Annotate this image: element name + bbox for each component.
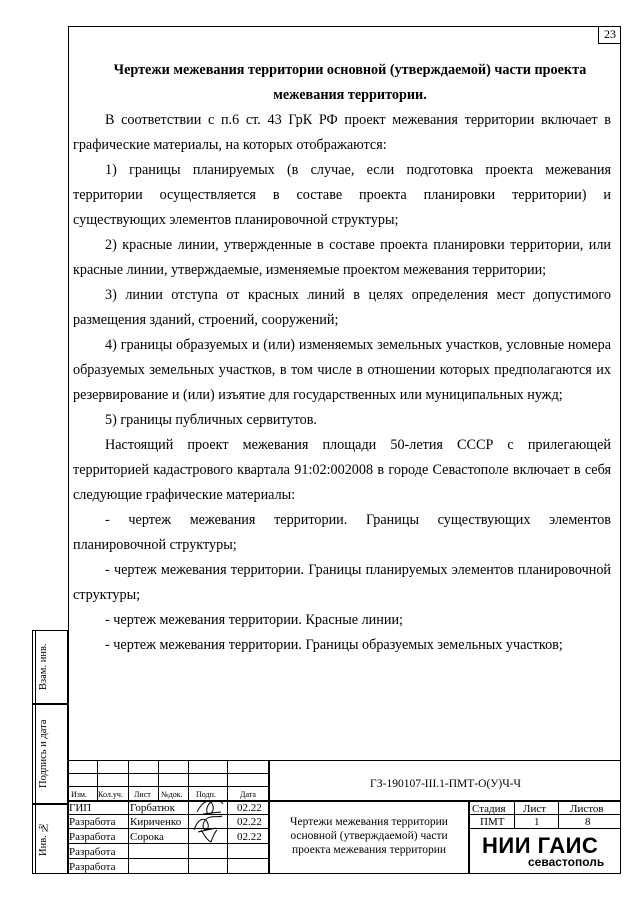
- stamp-vzam-label: Взам. инв.: [35, 631, 52, 703]
- list-item: - чертеж межевания территории. Красные линии;: [105, 612, 403, 628]
- row-role: Разработа: [69, 816, 116, 828]
- list-item: - чертеж межевания территории. Границы планируемых элементов планировочной структуры;: [73, 562, 611, 603]
- stamp-signature-cell: [32, 704, 68, 804]
- list-item: - чертеж межевания территории. Границы образуемых земельных участков;: [105, 637, 563, 653]
- row-name: Горбатюк: [130, 802, 175, 814]
- header-podp: Подп.: [196, 790, 216, 799]
- stamp-inv-cell: [32, 804, 68, 874]
- row-date: 02.22: [237, 816, 262, 828]
- list-item: - чертеж межевания территории. Границы существующих элементов планировочной структуры;: [73, 512, 611, 553]
- sheets-label: Листов: [570, 803, 604, 815]
- row-role: Разработа: [69, 831, 116, 843]
- sheets-value: 8: [585, 816, 591, 828]
- header-list: Лист: [134, 790, 151, 799]
- page-number: 23: [598, 26, 621, 44]
- row-name: Кириченко: [130, 816, 182, 828]
- title-line-1: Чертежи межевания территории основной (утверждаемой) части проекта: [113, 62, 587, 78]
- paragraph: 2) красные линии, утвержденные в составе проекта планировки территории, или красные линии, утверждаемые, изменяемые проектом межевания территории;: [73, 237, 611, 278]
- stamp-vzam-cell: [32, 630, 68, 704]
- document-code: ГЗ-190107-III.1-ПМТ-О(У)Ч-Ч: [369, 778, 522, 790]
- paragraph: 4) границы образуемых и (или) изменяемых земельных участков, условные номера образуемых земельных участков, в том числе в отношении которых предполагаются их резервирование и (или) изъятие для государственных или муниципальных нужд;: [73, 337, 611, 403]
- row-date: 02.22: [237, 802, 262, 814]
- side-stamp: [32, 630, 68, 874]
- paragraph: 5) границы публичных сервитутов.: [105, 412, 317, 428]
- signature-soroka: [197, 826, 221, 846]
- header-izm: Изм.: [71, 790, 87, 799]
- header-ndok: №док.: [161, 790, 183, 799]
- title-line-2: межевания территории.: [273, 87, 427, 103]
- org-name: НИИ ГАИС: [482, 833, 599, 858]
- row-role: Разработа: [69, 846, 116, 858]
- row-role: Разработа: [69, 861, 116, 873]
- stamp-inv-label: Инв. №: [35, 805, 52, 873]
- sheet-value: 1: [534, 816, 540, 828]
- org-logo: [470, 833, 620, 873]
- row-date: 02.22: [237, 831, 262, 843]
- sheet-label: Лист: [523, 803, 547, 815]
- header-kol: Кол.уч.: [98, 790, 123, 799]
- document-body: [73, 108, 611, 658]
- stage-label: Стадия: [472, 803, 506, 815]
- header-data: Дата: [240, 790, 256, 799]
- paragraph: 1) границы планируемых (в случае, если подготовка проекта межевания территории осуществляется в составе проекта планировки территории) и существующих элементов планировочной структуры;: [73, 162, 611, 228]
- stage-value: ПМТ: [480, 816, 505, 828]
- sheet-title: Чертежи межевания территории основной (утверждаемой) части проекта межевания территории: [290, 816, 448, 856]
- paragraph: В соответствии с п.6 ст. 43 ГрК РФ проект межевания территории включает в графические материалы, на которых отображаются:: [73, 112, 611, 153]
- row-name: Сорока: [130, 831, 164, 843]
- stamp-signature-label: Подпись и дата: [35, 705, 52, 803]
- row-role: ГИП: [69, 802, 92, 814]
- document-title: [80, 58, 620, 108]
- org-city: севастополь: [528, 855, 605, 869]
- paragraph: 3) линии отступа от красных линий в целях определения мест допустимого размещения зданий, строений, сооружений;: [73, 287, 611, 328]
- paragraph: Настоящий проект межевания площади 50-летия СССР с прилегающей территорией кадастрового квартала 91:02:002008 в городе Севастополе включает в себя следующие графические материалы:: [73, 437, 611, 503]
